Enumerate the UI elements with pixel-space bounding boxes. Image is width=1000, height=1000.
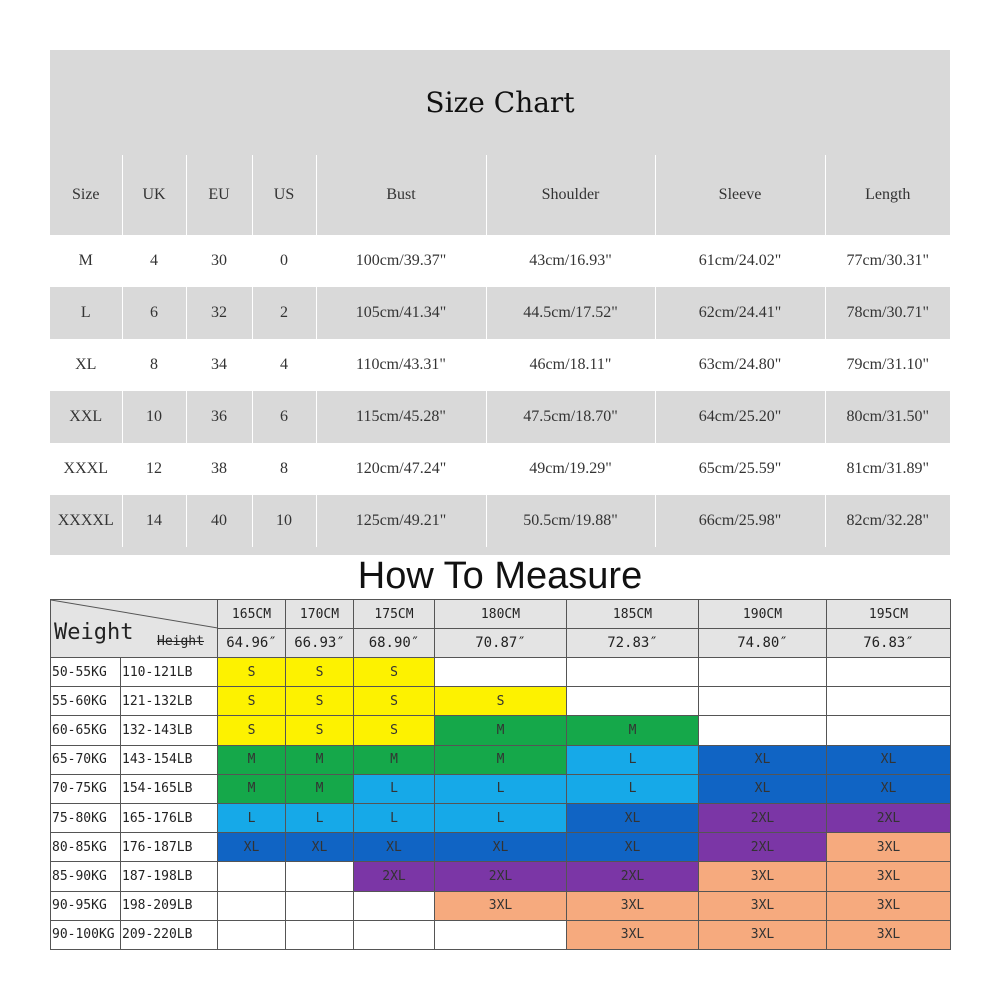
weight-kg-label: 70-75KG: [51, 774, 121, 803]
size-recommendation-cell: XL: [699, 774, 827, 803]
cell-uk: 10: [122, 391, 186, 443]
size-recommendation-cell: XL: [567, 803, 699, 832]
cell-sleeve: 63cm/24.80": [655, 339, 825, 391]
column-header-uk: UK: [122, 155, 186, 235]
size-recommendation-cell: S: [286, 716, 354, 745]
corner-height-label: Height: [157, 634, 204, 649]
weight-kg-label: 50-55KG: [51, 658, 121, 687]
column-header-sleeve: Sleeve: [655, 155, 825, 235]
height-inch-header: 72.83″: [567, 629, 699, 658]
cell-size: XXXXL: [50, 495, 122, 547]
how-to-measure-title: How To Measure: [357, 555, 643, 597]
weight-row: [51, 891, 951, 920]
weight-row: [51, 658, 951, 687]
weight-row: [51, 716, 951, 745]
size-recommendation-cell: S: [218, 716, 286, 745]
weight-lb-label: 209-220LB: [121, 920, 218, 949]
cell-size: L: [50, 287, 122, 339]
height-inch-header: 70.87″: [435, 629, 567, 658]
size-recommendation-cell: XL: [354, 833, 435, 862]
cell-uk: 6: [122, 287, 186, 339]
cell-us: 4: [252, 339, 316, 391]
size-recommendation-cell: [354, 920, 435, 949]
cell-length: 81cm/31.89": [825, 443, 950, 495]
corner-weight-label: Weight: [54, 620, 134, 645]
size-recommendation-cell: 3XL: [435, 891, 567, 920]
weight-lb-label: 187-198LB: [121, 862, 218, 891]
cell-sleeve: 66cm/25.98": [655, 495, 825, 547]
size-recommendation-cell: M: [567, 716, 699, 745]
size-recommendation-cell: [286, 891, 354, 920]
weight-lb-label: 110-121LB: [121, 658, 218, 687]
cell-eu: 36: [186, 391, 252, 443]
cell-uk: 14: [122, 495, 186, 547]
weight-lb-label: 176-187LB: [121, 833, 218, 862]
cell-eu: 30: [186, 235, 252, 287]
size-chart-title: Size Chart: [425, 86, 575, 119]
cell-bust: 100cm/39.37": [316, 235, 486, 287]
size-recommendation-cell: 2XL: [354, 862, 435, 891]
cell-us: 10: [252, 495, 316, 547]
size-recommendation-cell: XL: [827, 774, 951, 803]
size-recommendation-cell: 3XL: [699, 891, 827, 920]
size-recommendation-cell: 2XL: [699, 833, 827, 862]
weight-height-corner: [51, 600, 218, 658]
size-recommendation-cell: [286, 920, 354, 949]
weight-lb-label: 121-132LB: [121, 687, 218, 716]
cell-shoulder: 50.5cm/19.88": [486, 495, 655, 547]
size-recommendation-cell: M: [435, 745, 567, 774]
cell-us: 2: [252, 287, 316, 339]
cell-length: 82cm/32.28": [825, 495, 950, 547]
height-cm-row: [51, 600, 951, 629]
column-header-us: US: [252, 155, 316, 235]
weight-row: [51, 687, 951, 716]
cell-length: 79cm/31.10": [825, 339, 950, 391]
size-chart-row: [50, 235, 950, 287]
size-recommendation-cell: [699, 687, 827, 716]
cell-length: 77cm/30.31": [825, 235, 950, 287]
cell-size: M: [50, 235, 122, 287]
size-recommendation-cell: S: [286, 658, 354, 687]
size-chart-header-row: [50, 155, 950, 235]
height-cm-header: 165CM: [218, 600, 286, 629]
cell-bust: 120cm/47.24": [316, 443, 486, 495]
size-recommendation-cell: M: [354, 745, 435, 774]
size-recommendation-cell: [218, 862, 286, 891]
size-recommendation-cell: [567, 658, 699, 687]
cell-eu: 40: [186, 495, 252, 547]
size-recommendation-cell: XL: [286, 833, 354, 862]
weight-row: [51, 833, 951, 862]
weight-row: [51, 920, 951, 949]
size-recommendation-cell: [218, 920, 286, 949]
size-recommendation-cell: 3XL: [827, 891, 951, 920]
size-chart-row: [50, 287, 950, 339]
size-recommendation-cell: M: [218, 745, 286, 774]
weight-lb-label: 198-209LB: [121, 891, 218, 920]
size-recommendation-cell: [699, 658, 827, 687]
weight-row: [51, 774, 951, 803]
size-recommendation-cell: L: [435, 774, 567, 803]
size-recommendation-cell: 3XL: [827, 833, 951, 862]
size-chart-table: [50, 155, 950, 547]
size-recommendation-cell: M: [218, 774, 286, 803]
cell-shoulder: 47.5cm/18.70": [486, 391, 655, 443]
size-recommendation-cell: XL: [699, 745, 827, 774]
height-inch-header: 74.80″: [699, 629, 827, 658]
weight-kg-label: 60-65KG: [51, 716, 121, 745]
weight-lb-label: 154-165LB: [121, 774, 218, 803]
cell-size: XL: [50, 339, 122, 391]
size-recommendation-cell: 3XL: [827, 862, 951, 891]
column-header-length: Length: [825, 155, 950, 235]
cell-uk: 8: [122, 339, 186, 391]
cell-us: 8: [252, 443, 316, 495]
height-inch-header: 66.93″: [286, 629, 354, 658]
weight-kg-label: 85-90KG: [51, 862, 121, 891]
size-recommendation-cell: 3XL: [567, 920, 699, 949]
cell-bust: 110cm/43.31": [316, 339, 486, 391]
size-chart-row: [50, 339, 950, 391]
size-recommendation-cell: 2XL: [567, 862, 699, 891]
height-cm-header: 190CM: [699, 600, 827, 629]
cell-bust: 125cm/49.21": [316, 495, 486, 547]
weight-lb-label: 132-143LB: [121, 716, 218, 745]
cell-eu: 32: [186, 287, 252, 339]
cell-sleeve: 61cm/24.02": [655, 235, 825, 287]
size-recommendation-cell: XL: [567, 833, 699, 862]
size-recommendation-cell: [218, 891, 286, 920]
size-chart-row: [50, 495, 950, 547]
size-recommendation-cell: S: [435, 687, 567, 716]
size-recommendation-cell: 3XL: [567, 891, 699, 920]
cell-bust: 105cm/41.34": [316, 287, 486, 339]
size-recommendation-cell: XL: [435, 833, 567, 862]
cell-length: 80cm/31.50": [825, 391, 950, 443]
cell-shoulder: 43cm/16.93": [486, 235, 655, 287]
cell-eu: 34: [186, 339, 252, 391]
weight-kg-label: 90-95KG: [51, 891, 121, 920]
size-recommendation-cell: M: [286, 774, 354, 803]
size-recommendation-cell: 2XL: [699, 803, 827, 832]
size-recommendation-cell: 3XL: [699, 920, 827, 949]
weight-kg-label: 80-85KG: [51, 833, 121, 862]
size-recommendation-cell: M: [435, 716, 567, 745]
weight-kg-label: 75-80KG: [51, 803, 121, 832]
weight-lb-label: 165-176LB: [121, 803, 218, 832]
cell-shoulder: 44.5cm/17.52": [486, 287, 655, 339]
size-recommendation-cell: S: [354, 716, 435, 745]
size-recommendation-cell: [827, 716, 951, 745]
height-cm-header: 185CM: [567, 600, 699, 629]
size-recommendation-cell: XL: [218, 833, 286, 862]
cell-uk: 12: [122, 443, 186, 495]
weight-kg-label: 55-60KG: [51, 687, 121, 716]
size-recommendation-cell: L: [354, 803, 435, 832]
size-recommendation-cell: [435, 658, 567, 687]
size-recommendation-cell: S: [354, 658, 435, 687]
size-recommendation-cell: S: [218, 658, 286, 687]
size-recommendation-cell: 2XL: [435, 862, 567, 891]
column-header-size: Size: [50, 155, 122, 235]
height-cm-header: 170CM: [286, 600, 354, 629]
size-recommendation-cell: [699, 716, 827, 745]
weight-row: [51, 862, 951, 891]
weight-kg-label: 90-100KG: [51, 920, 121, 949]
height-inch-header: 64.96″: [218, 629, 286, 658]
cell-eu: 38: [186, 443, 252, 495]
weight-kg-label: 65-70KG: [51, 745, 121, 774]
size-chart-row: [50, 391, 950, 443]
column-header-shoulder: Shoulder: [486, 155, 655, 235]
column-header-eu: EU: [186, 155, 252, 235]
size-recommendation-cell: L: [567, 774, 699, 803]
weight-row: [51, 745, 951, 774]
size-recommendation-cell: L: [218, 803, 286, 832]
size-recommendation-cell: L: [286, 803, 354, 832]
size-recommendation-cell: 3XL: [827, 920, 951, 949]
size-recommendation-cell: [827, 658, 951, 687]
size-chart-panel: [50, 50, 950, 555]
cell-us: 0: [252, 235, 316, 287]
size-recommendation-cell: [567, 687, 699, 716]
cell-size: XXXL: [50, 443, 122, 495]
weight-lb-label: 143-154LB: [121, 745, 218, 774]
cell-size: XXL: [50, 391, 122, 443]
cell-uk: 4: [122, 235, 186, 287]
size-recommendation-cell: S: [218, 687, 286, 716]
height-inch-header: 68.90″: [354, 629, 435, 658]
size-recommendation-cell: [435, 920, 567, 949]
cell-sleeve: 64cm/25.20": [655, 391, 825, 443]
height-inch-header: 76.83″: [827, 629, 951, 658]
cell-sleeve: 65cm/25.59": [655, 443, 825, 495]
size-recommendation-cell: [286, 862, 354, 891]
size-recommendation-cell: XL: [827, 745, 951, 774]
size-recommendation-cell: S: [354, 687, 435, 716]
height-weight-size-table: [50, 599, 951, 950]
cell-shoulder: 46cm/18.11": [486, 339, 655, 391]
size-recommendation-cell: 2XL: [827, 803, 951, 832]
size-recommendation-cell: L: [567, 745, 699, 774]
cell-length: 78cm/30.71": [825, 287, 950, 339]
cell-sleeve: 62cm/24.41": [655, 287, 825, 339]
cell-us: 6: [252, 391, 316, 443]
cell-shoulder: 49cm/19.29": [486, 443, 655, 495]
size-recommendation-cell: [827, 687, 951, 716]
height-cm-header: 195CM: [827, 600, 951, 629]
column-header-bust: Bust: [316, 155, 486, 235]
size-recommendation-cell: [354, 891, 435, 920]
size-chart-row: [50, 443, 950, 495]
height-cm-header: 180CM: [435, 600, 567, 629]
size-recommendation-cell: L: [354, 774, 435, 803]
size-recommendation-cell: S: [286, 687, 354, 716]
size-recommendation-cell: M: [286, 745, 354, 774]
height-cm-header: 175CM: [354, 600, 435, 629]
cell-bust: 115cm/45.28": [316, 391, 486, 443]
size-recommendation-cell: L: [435, 803, 567, 832]
size-recommendation-cell: 3XL: [699, 862, 827, 891]
weight-row: [51, 803, 951, 832]
